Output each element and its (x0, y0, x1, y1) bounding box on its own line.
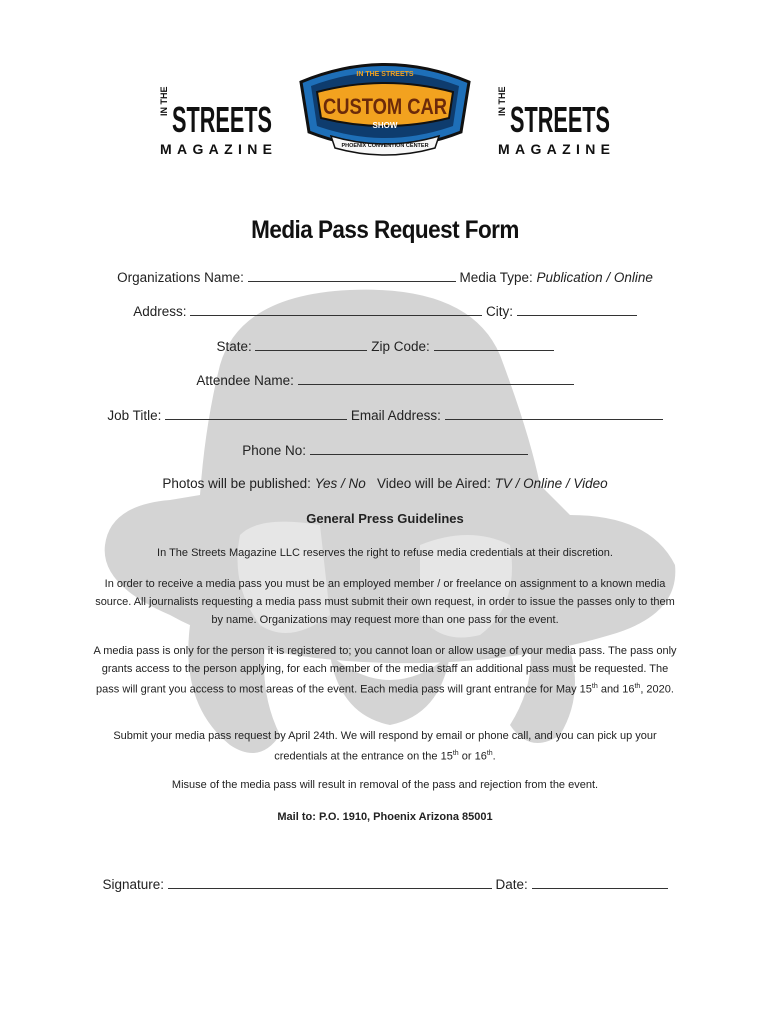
job-email-row (0, 406, 770, 423)
email-label: Email Address: (350, 408, 441, 423)
address-field[interactable] (190, 302, 482, 316)
guideline-pickup-15-suffix: th (452, 750, 459, 757)
signature-row (0, 875, 770, 892)
svg-text:PHOENIX CONVENTION CENTER: PHOENIX CONVENTION CENTER (341, 143, 429, 149)
guideline-pickup-or-16: or 16 (458, 750, 487, 763)
guideline-paragraph-5: Misuse of the media pass will result in removal of the pass and rejection from the event. (171, 779, 599, 791)
svg-text:IN THE: IN THE (497, 86, 507, 116)
signature-field[interactable] (168, 875, 492, 889)
organization-field[interactable] (248, 268, 456, 282)
media-options-row (0, 476, 770, 491)
state-zip-row (0, 337, 770, 354)
guideline-date-and-16: and 16 (597, 683, 635, 696)
address-label: Address: (133, 304, 187, 319)
attendee-label: Attendee Name: (196, 373, 294, 388)
zip-field[interactable] (434, 337, 554, 351)
video-label: Video will be Aired: (377, 476, 491, 491)
guideline-paragraph-4 (90, 727, 680, 766)
guideline-date-year: , 2020. (640, 683, 674, 696)
svg-text:STREETS: STREETS (510, 99, 610, 140)
svg-text:IN THE: IN THE (159, 86, 169, 116)
svg-text:MAGAZINE: MAGAZINE (160, 141, 272, 157)
organization-label: Organizations Name: (117, 270, 244, 285)
address-row (0, 302, 770, 319)
media-type-options[interactable]: Publication / Online (536, 270, 653, 285)
zip-label: Zip Code: (371, 339, 430, 354)
guideline-paragraph-1: In The Streets Magazine LLC reserves the right to refuse media credentials at their discretion. (157, 547, 613, 559)
video-options[interactable]: TV / Online / Video (494, 476, 608, 491)
guideline-date-15: 15 (579, 683, 592, 696)
guidelines-heading: General Press Guidelines (306, 511, 464, 526)
city-label: City: (486, 304, 514, 319)
guideline-date-16-suffix: th (634, 683, 641, 690)
svg-text:IN THE STREETS: IN THE STREETS (356, 71, 414, 78)
media-type-label: Media Type: (459, 270, 533, 285)
job-title-label: Job Title: (107, 408, 162, 423)
guideline-paragraph-3 (90, 642, 680, 699)
guideline-paragraph-2: In order to receive a media pass you must be an employed member / or freelance on assignment to a known media source. All journalists requesting a media pass must submit their own request, in order to issue the passes only to them by name. Organizations may request more than one pass for the event. (95, 578, 675, 626)
attendee-row (0, 371, 770, 388)
email-field[interactable] (445, 406, 663, 420)
city-field[interactable] (517, 302, 637, 316)
date-label: Date: (495, 877, 528, 892)
job-title-field[interactable] (165, 406, 347, 420)
guideline-paragraph-4-text: Submit your media pass request by April 24th. We will respond by email or phone call, and you can pick up your credentials at the entrance on the 15 (113, 730, 657, 763)
organization-row (0, 268, 770, 285)
svg-text:STREETS: STREETS (172, 99, 272, 140)
phone-field[interactable] (310, 441, 528, 455)
form-title: Media Pass Request Form (251, 216, 519, 244)
guideline-pickup-16-suffix: th (486, 750, 493, 757)
photos-options[interactable]: Yes / No (314, 476, 366, 491)
photos-label: Photos will be published: (162, 476, 311, 491)
svg-text:MAGAZINE: MAGAZINE (498, 141, 610, 157)
attendee-field[interactable] (298, 371, 574, 385)
date-field[interactable] (532, 875, 668, 889)
svg-text:SHOW: SHOW (372, 121, 398, 130)
phone-label: Phone No: (242, 443, 307, 458)
signature-label: Signature: (102, 877, 164, 892)
guideline-paragraph-3-text: A media pass is only for the person it is registered to; you cannot loan or allow usage of your media pass. The pass only grants access to the person applying, for each member of the media staff an additional pass must be requested. The pass will grant you access to most areas of the event. Each media pass will grant entrance for May (93, 645, 677, 696)
state-label: State: (216, 339, 252, 354)
state-field[interactable] (255, 337, 367, 351)
svg-text:CUSTOM CAR: CUSTOM CAR (323, 94, 448, 119)
mail-address: Mail to: P.O. 1910, Phoenix Arizona 85001 (277, 811, 493, 823)
phone-row (0, 441, 770, 458)
guideline-date-15-suffix: th (591, 683, 598, 690)
guideline-pickup-end: . (492, 750, 496, 763)
